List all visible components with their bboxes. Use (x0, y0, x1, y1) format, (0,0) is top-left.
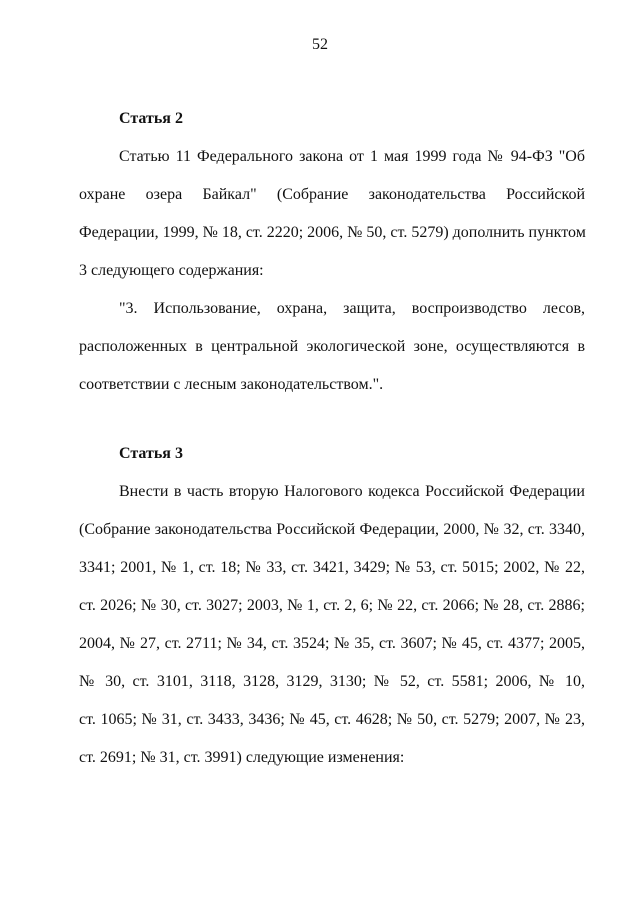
article-2-para2-line-2: расположенных в центральной экологической зоне, осуществляются в (79, 338, 585, 355)
article-2-para1-line-1: Статью 11 Федерального закона от 1 мая 1999 года № 94-ФЗ "Об (119, 148, 585, 165)
article-2-para1-line-3: Федерации, 1999, № 18, ст. 2220; 2006, № 50, ст. 5279) дополнить пунктом (79, 224, 586, 241)
article-3-para1-line-7: ст. 1065; № 31, ст. 3433, 3436; № 45, ст. 4628; № 50, ст. 5279; 2007, № 23, (79, 711, 585, 728)
article-3-para1-line-6: № 30, ст. 3101, 3118, 3128, 3129, 3130; № 52, ст. 5581; 2006, № 10, (79, 673, 585, 690)
article-3-para1-line-8: ст. 2691; № 31, ст. 3991) следующие изменения: (79, 749, 405, 766)
article-2-para1-line-2: охране озера Байкал" (Собрание законодательства Российской (79, 186, 585, 203)
article-2-para2-line-3: соответствии с лесным законодательством.". (79, 376, 384, 393)
article-2-para1-line-4: 3 следующего содержания: (79, 262, 264, 279)
article-3-para1-line-5: 2004, № 27, ст. 2711; № 34, ст. 3524; № 35, ст. 3607; № 45, ст. 4377; 2005, (79, 635, 585, 652)
article-3-para1-line-3: 3341; 2001, № 1, ст. 18; № 33, ст. 3421, 3429; № 53, ст. 5015; 2002, № 22, (79, 559, 585, 576)
article-2-para2-line-1: "3. Использование, охрана, защита, воспроизводство лесов, (119, 300, 585, 317)
article-3-para1-line-1: Внести в часть вторую Налогового кодекса Российской Федерации (119, 483, 585, 500)
article-2-heading: Статья 2 (119, 110, 183, 127)
page-number: 52 (312, 36, 328, 53)
article-3-para1-line-4: ст. 2026; № 30, ст. 3027; 2003, № 1, ст. 2, 6; № 22, ст. 2066; № 28, ст. 2886; (79, 597, 585, 614)
article-3-heading: Статья 3 (119, 445, 183, 462)
article-3-para1-line-2: (Собрание законодательства Российской Федерации, 2000, № 32, ст. 3340, (79, 521, 585, 538)
